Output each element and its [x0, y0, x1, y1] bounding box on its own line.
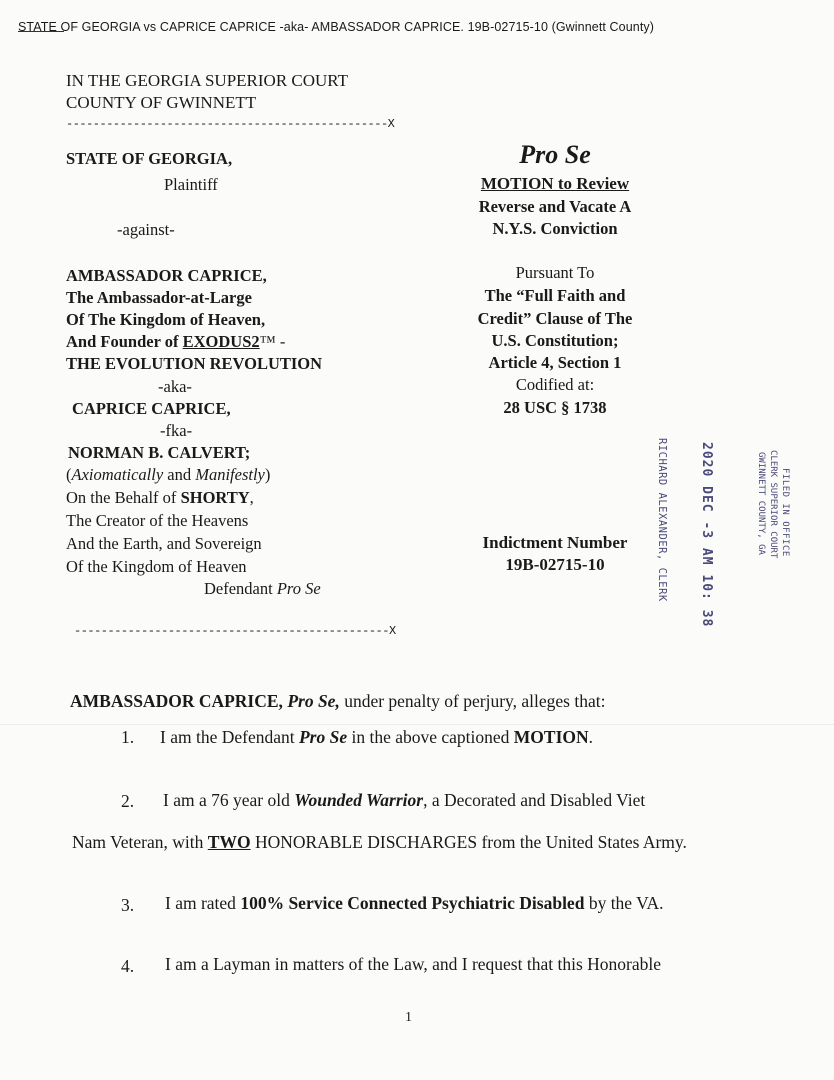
item-text: HONORABLE DISCHARGES from the United States Army. — [250, 832, 687, 852]
intro-pro-se: Pro Se, — [287, 691, 340, 711]
item-text: I am a 76 year old — [163, 790, 295, 810]
defendant-title-1: The Ambassador-at-Large — [66, 288, 252, 307]
stamp-filed-line: FILED IN OFFICE — [780, 468, 790, 557]
reverse-line: Reverse and Vacate A — [478, 197, 632, 216]
codified-line: Codified at: — [515, 375, 595, 394]
conviction-line: N.Y.S. Conviction — [492, 219, 618, 238]
indictment-label: Indictment Number — [482, 533, 628, 552]
defendant-title-3 — [66, 331, 285, 353]
item-two: TWO — [207, 832, 251, 852]
item-text: , a Decorated and Disabled Viet — [423, 790, 646, 810]
list-item — [160, 726, 593, 748]
axiomatically-text: Axiomatically — [71, 465, 164, 484]
intro-text: under penalty of perjury, alleges that: — [339, 691, 606, 711]
list-item — [165, 892, 664, 914]
trademark-text: ™ - — [259, 332, 286, 351]
plaintiff-role: Plaintiff — [164, 175, 218, 194]
clause-line-2: Credit” Clause of The — [477, 309, 633, 328]
motion-title-text: MOTION to Review — [480, 174, 630, 193]
item-text: Nam Veteran, with — [72, 832, 208, 852]
plaintiff-name: STATE OF GEORGIA, — [66, 149, 233, 168]
indictment-number: 19B-02715-10 — [505, 555, 605, 574]
against-label: -against- — [117, 220, 175, 239]
behalf-line — [66, 487, 254, 509]
clause-line-3: U.S. Constitution; — [491, 331, 619, 350]
motion-title — [440, 173, 670, 195]
item-text: in the above captioned — [347, 727, 514, 747]
axiomatically-line — [66, 464, 270, 486]
paren-open: ( — [66, 465, 72, 484]
item-number: 4. — [121, 956, 135, 976]
fka-label: -fka- — [160, 421, 193, 440]
item-motion: MOTION — [513, 727, 589, 747]
list-item: I am a Layman in matters of the Law, and I request that this Honorable — [165, 954, 661, 974]
creator-line-1: The Creator of the Heavens — [66, 511, 249, 530]
defendant-pro-se: Pro Se — [276, 579, 321, 598]
defendant-role-text: Defendant — [204, 579, 277, 598]
creator-line-2: And the Earth, and Sovereign — [66, 534, 262, 553]
stamp-date: 2020 DEC -3 AM 10: 38 — [699, 442, 714, 628]
item-disability-rating: 100% Service Connected Psychiatric Disabled — [240, 893, 585, 913]
exodus-text: EXODUS2 — [182, 332, 260, 351]
filing-stamp — [640, 438, 800, 628]
defendant-title-4: THE EVOLUTION REVOLUTION — [66, 354, 323, 373]
defendant-name: AMBASSADOR CAPRICE, — [66, 266, 267, 285]
item-text: by the VA. — [584, 893, 664, 913]
paren-close: ) — [264, 465, 271, 484]
stamp-county-line: GWINNETT COUNTY, GA — [756, 452, 766, 555]
item-number: 3. — [121, 895, 135, 915]
article-line: Article 4, Section 1 — [488, 353, 622, 372]
item-pro-se: Pro Se — [298, 727, 348, 747]
court-name: IN THE GEORGIA SUPERIOR COURT — [66, 71, 349, 90]
founder-text: And Founder of — [66, 332, 183, 351]
list-item-continuation — [72, 831, 687, 853]
item-number: 1. — [121, 727, 135, 747]
intro-name: AMBASSADOR CAPRICE, — [70, 691, 288, 711]
behalf-text: On the Behalf of — [66, 488, 181, 507]
case-caption-header: STATE OF GEORGIA vs CAPRICE CAPRICE -aka- AMBASSADOR CAPRICE. 19B-02715-10 (Gwinnett County) — [18, 20, 655, 34]
defendant-title-2: Of The Kingdom of Heaven, — [66, 310, 266, 329]
page-number: 1 — [405, 1010, 412, 1025]
creator-line-3: Of the Kingdom of Heaven — [66, 557, 247, 576]
manifestly-text: Manifestly — [195, 465, 265, 484]
caption-divider-bottom: -----------------------------------------------X — [74, 624, 396, 638]
and-text: and — [163, 465, 196, 484]
pro-se-heading: Pro Se — [519, 140, 591, 169]
intro-paragraph — [70, 690, 605, 712]
fka-name: NORMAN B. CALVERT; — [68, 443, 251, 462]
defendant-role — [204, 578, 321, 600]
aka-name: CAPRICE CAPRICE, — [72, 399, 231, 418]
paper-fold — [0, 724, 834, 725]
shorty-text: SHORTY — [180, 488, 250, 507]
item-wounded-warrior: Wounded Warrior — [294, 790, 424, 810]
caption-divider-top: ------------------------------------------------X — [66, 117, 395, 131]
comma-text: , — [249, 488, 254, 507]
usc-citation: 28 USC § 1738 — [503, 398, 607, 417]
item-text: I am the Defendant — [160, 727, 299, 747]
item-text: . — [588, 727, 594, 747]
stamp-clerk-line: CLERK SUPERIOR COURT — [768, 450, 778, 559]
stamp-clerk-name: RICHARD ALEXANDER, CLERK — [656, 438, 668, 602]
court-county: COUNTY OF GWINNETT — [66, 93, 257, 112]
item-text: I am rated — [165, 893, 241, 913]
clause-line-1: The “Full Faith and — [484, 286, 626, 305]
list-item — [163, 789, 645, 811]
item-number: 2. — [121, 791, 135, 811]
pursuant-line: Pursuant To — [515, 263, 595, 282]
aka-label: -aka- — [158, 377, 192, 396]
